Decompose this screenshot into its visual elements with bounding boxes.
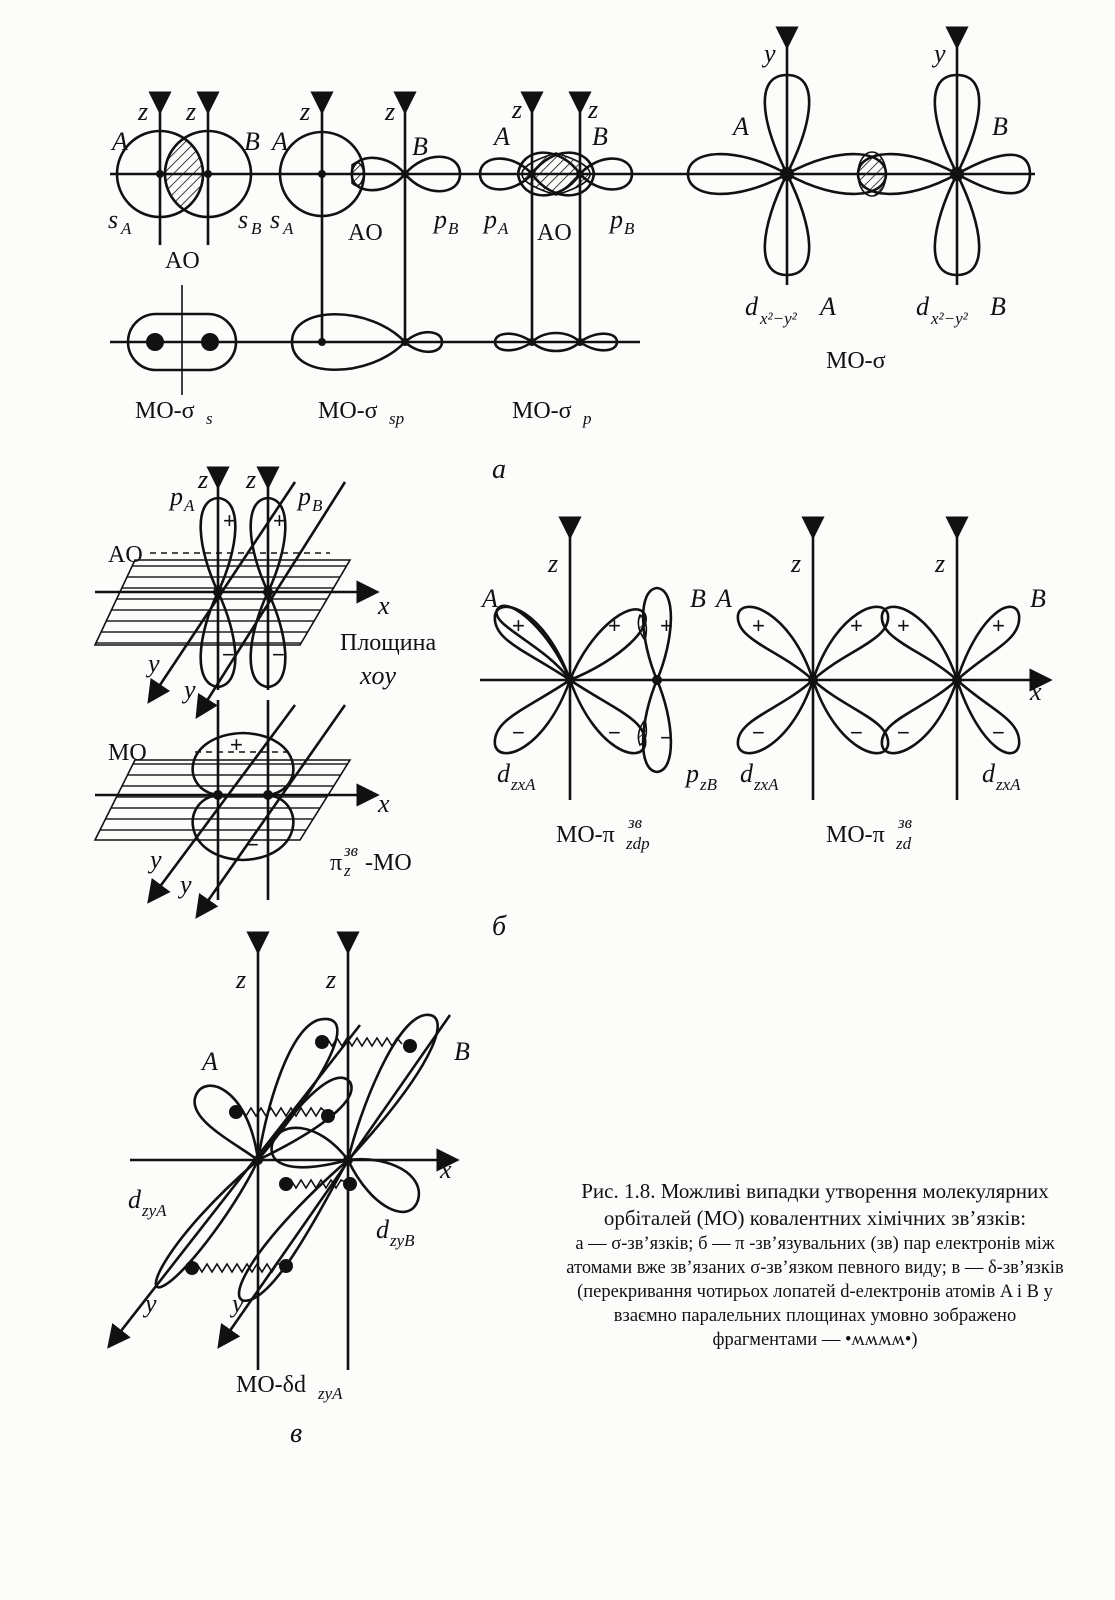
axis-x-label: x bbox=[440, 1155, 452, 1184]
svg-text:zyA: zyA bbox=[142, 1201, 167, 1220]
axis-y-label: y bbox=[764, 39, 776, 68]
d-d-pi-overlap bbox=[720, 535, 1048, 800]
atom-a-label: A bbox=[733, 112, 749, 141]
minus-sign: − bbox=[272, 642, 285, 667]
svg-text:B: B bbox=[312, 496, 323, 515]
d-zx-a-label bbox=[740, 759, 779, 794]
d-x2y2-b-orbital bbox=[858, 45, 1030, 285]
svg-text:zxA: zxA bbox=[754, 775, 779, 794]
atom-b-label: B bbox=[412, 132, 428, 161]
section-v-label: в bbox=[290, 1418, 303, 1449]
section-a-label: а bbox=[492, 454, 506, 485]
minus-sign: − bbox=[992, 720, 1005, 745]
svg-text:MO-σ: MO-σ bbox=[512, 398, 572, 424]
svg-text:p: p bbox=[583, 409, 592, 428]
axis-z-label: z bbox=[246, 465, 257, 494]
atom-a-label: A bbox=[494, 122, 510, 151]
svg-text:zxA: zxA bbox=[511, 775, 536, 794]
ao-label: AO bbox=[108, 542, 143, 568]
atom-a-label: A bbox=[482, 584, 498, 613]
minus-sign: − bbox=[246, 832, 259, 857]
minus-sign: − bbox=[608, 720, 621, 745]
svg-text:B: B bbox=[990, 292, 1006, 321]
svg-text:sp: sp bbox=[389, 409, 405, 428]
axis-z-label: z bbox=[138, 97, 149, 126]
plus-sign: + bbox=[230, 732, 243, 757]
svg-text:zdp: zdp bbox=[626, 834, 650, 853]
mo-sigma-label: MO-σ bbox=[826, 348, 886, 374]
axis-x-label: x bbox=[378, 789, 390, 818]
svg-text:p: p bbox=[484, 205, 497, 234]
p-a-label bbox=[168, 482, 195, 515]
s-b-label bbox=[238, 205, 262, 238]
d-zx-a-label bbox=[982, 759, 1021, 794]
mo-pi-zd-label bbox=[826, 813, 913, 853]
svg-text:z: z bbox=[344, 861, 351, 880]
svg-text:π: π bbox=[330, 850, 343, 876]
svg-text:B: B bbox=[251, 219, 262, 238]
svg-text:s: s bbox=[108, 205, 119, 234]
panel-v bbox=[110, 950, 470, 1449]
plus-sign: + bbox=[273, 508, 286, 533]
ao-label: AO bbox=[537, 220, 572, 246]
svg-text:zyB: zyB bbox=[390, 1231, 415, 1250]
plane-label-line2: xoy bbox=[360, 661, 397, 690]
svg-text:A: A bbox=[498, 219, 509, 238]
atom-b-label: B bbox=[690, 584, 706, 613]
d-zy-b-label bbox=[376, 1215, 415, 1250]
axis-y-label: y bbox=[232, 1289, 244, 1318]
svg-text:A: A bbox=[184, 496, 195, 515]
caption-body: а — σ-зв’язків; б — π -зв’язувальних (зв) пар електронів між атомами вже зв’язаних σ-зв’язком певного виду; в — δ-зв’язків (перекривання чотирьох лопатей d-електронів атомів A і B у взаємно паралельних площинах умовно зображено фрагментами — •ʍʍʍʍ•) bbox=[566, 1234, 1064, 1350]
mo-sigma-s-label bbox=[135, 398, 213, 428]
mo-sigma-s-shape bbox=[128, 285, 236, 395]
atom-a-label: A bbox=[112, 127, 128, 156]
svg-text:x²−y²: x²−y² bbox=[760, 309, 797, 328]
svg-text:MO-δd: MO-δd bbox=[236, 1372, 306, 1398]
minus-sign: − bbox=[512, 720, 525, 745]
s-a-label bbox=[270, 205, 294, 238]
svg-text:zd: zd bbox=[896, 834, 912, 853]
svg-text:A: A bbox=[121, 219, 132, 238]
axis-z-label: z bbox=[385, 97, 396, 126]
svg-text:zB: zB bbox=[700, 775, 717, 794]
plus-sign: + bbox=[850, 613, 863, 638]
atom-b-label: B bbox=[244, 127, 260, 156]
plus-sign: + bbox=[608, 613, 621, 638]
d-zy-a-label bbox=[128, 1185, 167, 1220]
svg-text:зв: зв bbox=[344, 841, 359, 860]
svg-text:B: B bbox=[624, 219, 635, 238]
s-s-overlap bbox=[117, 110, 251, 245]
svg-text:d: d bbox=[745, 292, 758, 321]
svg-text:зв: зв bbox=[628, 813, 643, 832]
minus-sign: − bbox=[660, 725, 673, 750]
svg-text:zyA: zyA bbox=[318, 1384, 343, 1403]
d-zx-a-label bbox=[497, 759, 536, 794]
svg-text:A: A bbox=[283, 219, 294, 238]
svg-text:p: p bbox=[170, 482, 183, 511]
axis-y-label: y bbox=[180, 870, 192, 899]
d-p-pi-overlap bbox=[480, 535, 720, 800]
svg-text:p: p bbox=[298, 482, 311, 511]
svg-text:s: s bbox=[238, 205, 249, 234]
panel-b bbox=[95, 465, 1048, 942]
svg-text:MO-π: MO-π bbox=[556, 822, 615, 848]
p-a-label bbox=[482, 205, 509, 238]
plus-sign: + bbox=[223, 508, 236, 533]
svg-text:s: s bbox=[270, 205, 281, 234]
axis-z-label: z bbox=[935, 549, 946, 578]
atom-b-label: B bbox=[1030, 584, 1046, 613]
svg-text:A: A bbox=[820, 292, 836, 321]
atom-a-label: A bbox=[272, 127, 288, 156]
atom-b-label: B bbox=[454, 1037, 470, 1066]
panel-a bbox=[108, 39, 1035, 485]
svg-text:MO-σ: MO-σ bbox=[135, 398, 195, 424]
axis-y-label: y bbox=[184, 675, 196, 704]
mo-sigma-p-label bbox=[512, 398, 592, 428]
svg-text:d: d bbox=[128, 1185, 141, 1214]
plane-label-line1: Площина bbox=[340, 630, 437, 656]
axis-z-label: z bbox=[198, 465, 209, 494]
axis-x-label: x bbox=[378, 591, 390, 620]
d-x2y2-a-label bbox=[745, 292, 836, 328]
atom-b-label: B bbox=[592, 122, 608, 151]
axis-y-label: y bbox=[934, 39, 946, 68]
mo-label: MO bbox=[108, 740, 147, 766]
ao-label: AO bbox=[348, 220, 383, 246]
axis-y-label: y bbox=[150, 845, 162, 874]
plus-sign: + bbox=[660, 613, 673, 638]
svg-text:d: d bbox=[497, 759, 510, 788]
axis-z-label: z bbox=[326, 965, 337, 994]
svg-text:d: d bbox=[982, 759, 995, 788]
ao-label: AO bbox=[165, 248, 200, 274]
p-zb-label bbox=[684, 759, 718, 794]
axis-z-label: z bbox=[512, 95, 523, 124]
caption-title: Рис. 1.8. Можливі випадки утворення молекулярних орбіталей (МО) ковалентних хімічних зв’язків: bbox=[581, 1179, 1049, 1230]
svg-text:d: d bbox=[740, 759, 753, 788]
p-b-label bbox=[296, 482, 323, 515]
minus-sign: − bbox=[850, 720, 863, 745]
plus-sign: + bbox=[992, 613, 1005, 638]
axis-z-label: z bbox=[300, 97, 311, 126]
svg-text:B: B bbox=[448, 219, 459, 238]
svg-text:d: d bbox=[916, 292, 929, 321]
atom-a-label: A bbox=[716, 584, 732, 613]
atom-b-label: B bbox=[992, 112, 1008, 141]
svg-text:d: d bbox=[376, 1215, 389, 1244]
d-x2y2-b-label bbox=[916, 292, 1006, 328]
plus-sign: + bbox=[512, 613, 525, 638]
axis-x-label: x bbox=[1030, 677, 1042, 706]
svg-text:MO-π: MO-π bbox=[826, 822, 885, 848]
svg-text:зв: зв bbox=[898, 813, 913, 832]
minus-sign: − bbox=[752, 720, 765, 745]
figure-caption bbox=[560, 1178, 1070, 1352]
plus-sign: + bbox=[897, 613, 910, 638]
s-a-label bbox=[108, 205, 132, 238]
p-b-label bbox=[608, 205, 635, 238]
svg-text:-MO: -MO bbox=[365, 850, 412, 876]
mo-delta-label bbox=[236, 1372, 343, 1403]
section-b-label: б bbox=[492, 911, 507, 942]
p-b-label bbox=[432, 205, 459, 238]
axis-z-label: z bbox=[791, 549, 802, 578]
minus-sign: − bbox=[222, 642, 235, 667]
svg-text:MO-σ: MO-σ bbox=[318, 398, 378, 424]
svg-text:p: p bbox=[610, 205, 623, 234]
axis-z-label: z bbox=[548, 549, 559, 578]
svg-text:s: s bbox=[206, 409, 213, 428]
svg-text:x²−y²: x²−y² bbox=[931, 309, 968, 328]
plus-sign: + bbox=[752, 613, 765, 638]
axis-y-label: y bbox=[148, 649, 160, 678]
axis-z-label: z bbox=[236, 965, 247, 994]
pi-z-mo-label bbox=[330, 841, 412, 880]
axis-z-label: z bbox=[186, 97, 197, 126]
svg-text:zxA: zxA bbox=[996, 775, 1021, 794]
svg-text:p: p bbox=[434, 205, 447, 234]
d-zy-b-orbital bbox=[239, 1015, 438, 1301]
atom-a-label: A bbox=[202, 1047, 218, 1076]
mo-pi-zdp-label bbox=[556, 813, 650, 853]
d-x2y2-a-orbital bbox=[688, 45, 886, 285]
mo-sigma-sp-label bbox=[318, 398, 404, 428]
axis-z-label: z bbox=[588, 95, 599, 124]
minus-sign: − bbox=[897, 720, 910, 745]
axis-y-label: y bbox=[145, 1289, 157, 1318]
svg-text:p: p bbox=[686, 759, 699, 788]
